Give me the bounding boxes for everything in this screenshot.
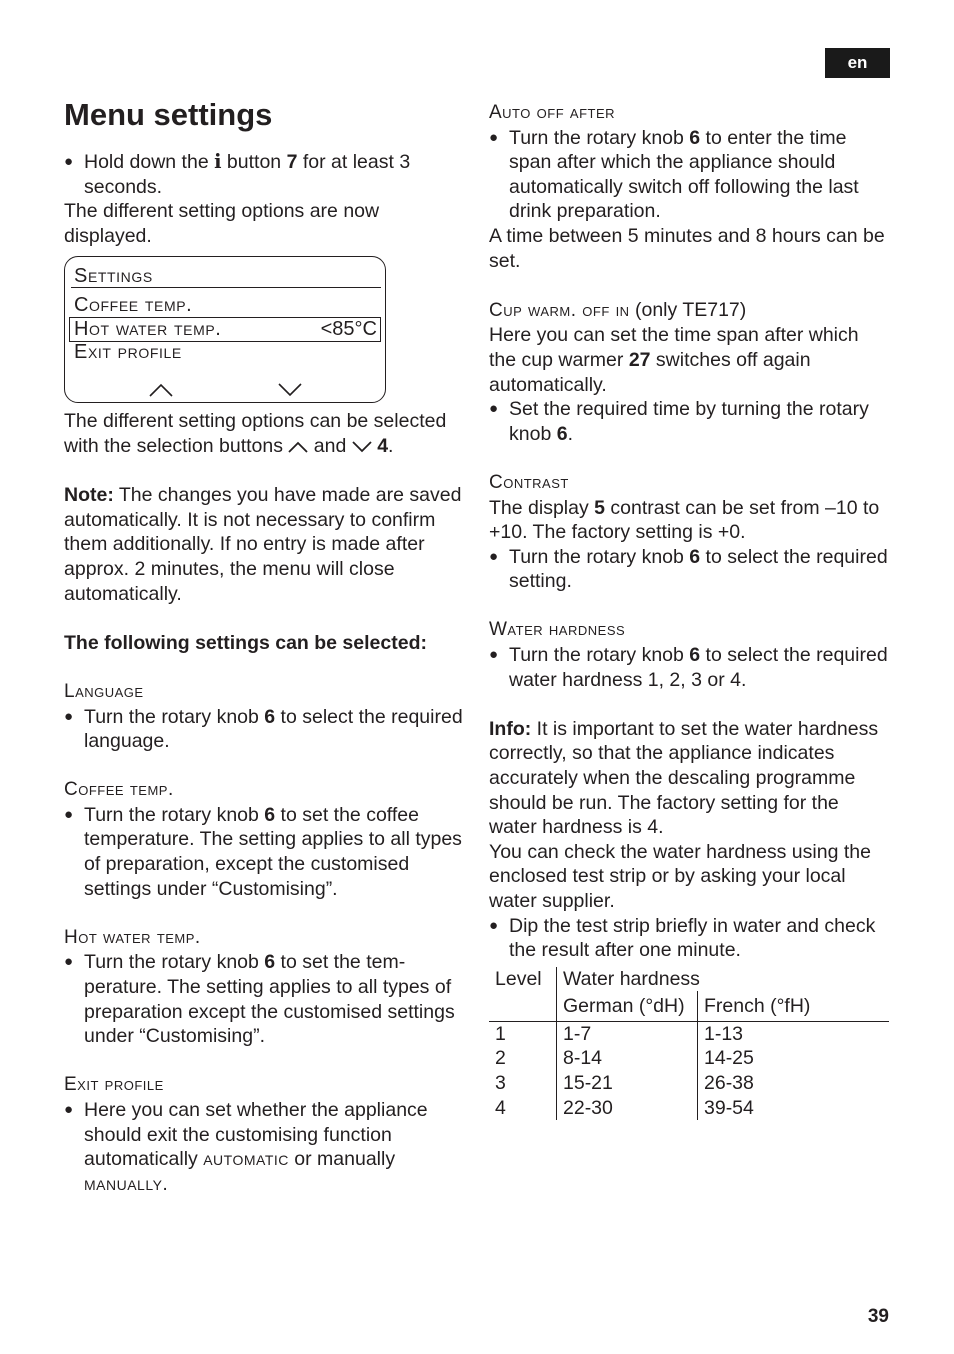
display-up-arrow-icon	[149, 383, 173, 397]
water-hardness-instruction: ● Turn the rotary knob 6 to select the required water hardness 1, 2, 3 or 4.	[489, 643, 889, 692]
table-row: 1 1-7 1-13	[489, 1021, 889, 1046]
up-selection-button-icon	[288, 441, 308, 453]
cup-warmer-description: Here you can set the time span after which the cup warmer 27 switches off again automatically.	[489, 324, 859, 396]
info-button-glyph: i	[214, 150, 222, 173]
coffee-temp-instruction: ● Turn the rotary knob 6 to set the coffee temperature. The setting applies to all types of preparation, except the customised settings under “Customising”.	[64, 803, 464, 901]
page-number: 39	[867, 1306, 889, 1327]
display-line-exit-profile: Exit profile	[74, 341, 182, 364]
right-column	[489, 101, 889, 1120]
following-settings-heading: The following settings can be selected:	[64, 631, 427, 654]
display-down-arrow-icon	[278, 383, 302, 397]
hold-info-instruction: ● Hold down the i button 7 for at least 3 seconds.	[64, 150, 464, 199]
contrast-heading: Contrast	[489, 471, 569, 493]
table-row: 3 15-21 26-38	[489, 1071, 889, 1096]
table-row: 4 22-30 39-54	[489, 1096, 889, 1121]
test-strip-instruction: ● Dip the test strip briefly in water and check the result after one minute.	[489, 914, 889, 963]
left-column	[64, 150, 464, 1196]
contrast-description: The display 5 contrast can be set from –10 to +10. The factory setting is +0.	[489, 496, 880, 544]
display-screen	[64, 256, 386, 403]
contrast-instruction: ● Turn the rotary knob 6 to select the required setting.	[489, 545, 889, 594]
selection-buttons-text: The different setting options can be selected with the selection buttons and 4.	[64, 410, 447, 457]
display-hot-water-value: <85°C	[320, 318, 377, 341]
down-selection-button-icon	[352, 441, 372, 453]
display-header: Settings	[74, 265, 153, 288]
page-title: Menu settings	[64, 97, 273, 132]
cup-warmer-instruction: ● Set the required time by turning the rotary knob 6.	[489, 397, 889, 446]
display-line-hot-water-temp-selected: Hot water temp. <85°C	[69, 317, 381, 342]
table-header-water-hardness: Water hardness	[557, 967, 890, 992]
table-row: 2 8-14 14-25	[489, 1046, 889, 1071]
coffee-temp-heading: Coffee temp.	[64, 779, 174, 801]
options-displayed-text: The different setting options are now displayed.	[64, 200, 380, 247]
table-header-french: French (°fH)	[698, 991, 890, 1021]
exit-profile-instruction: ● Here you can set whether the appliance should exit the customising function automatically automatic or manually manually.	[64, 1098, 464, 1196]
note-paragraph: Note: The changes you have made are saved automatically. It is not necessary to confirm them additionally. If no entry is made after approx. 2 minutes, the menu will close automatically.	[64, 484, 462, 605]
water-hardness-table	[489, 967, 889, 1120]
table-header-german: German (°dH)	[557, 991, 698, 1021]
hot-water-temp-heading: Hot water temp.	[64, 926, 201, 948]
auto-off-instruction: ● Turn the rotary knob 6 to enter the time span after which the appliance should automatically switch off following the last drink preparation.	[489, 126, 889, 224]
exit-profile-heading: Exit profile	[64, 1074, 164, 1096]
check-hardness-text: You can check the water hardness using the enclosed test strip or by asking your local water supplier.	[489, 840, 871, 912]
water-hardness-heading: Water hardness	[489, 619, 626, 641]
auto-off-heading: Auto off after	[489, 102, 616, 123]
auto-off-range-text: A time between 5 minutes and 8 hours can be set.	[489, 224, 885, 272]
language-heading: Language	[64, 680, 144, 702]
display-header-divider	[71, 287, 381, 288]
hot-water-temp-instruction: ● Turn the rotary knob 6 to set the temperature. The setting applies to all types of preparation except the customised settings under “Customising”.	[64, 950, 464, 1048]
display-line-coffee-temp: Coffee temp.	[74, 294, 193, 317]
cup-warmer-heading: Cup warm. off in (only TE717)	[489, 298, 747, 321]
info-paragraph: Info: It is important to set the water hardness correctly, so that the appliance indicates accurately when the descaling programme should be run. The factory setting for the water hardness is 4.	[489, 717, 879, 839]
language-tab: en	[825, 48, 890, 78]
language-instruction: ● Turn the rotary knob 6 to select the required language.	[64, 705, 464, 754]
table-header-level: Level	[495, 967, 542, 990]
